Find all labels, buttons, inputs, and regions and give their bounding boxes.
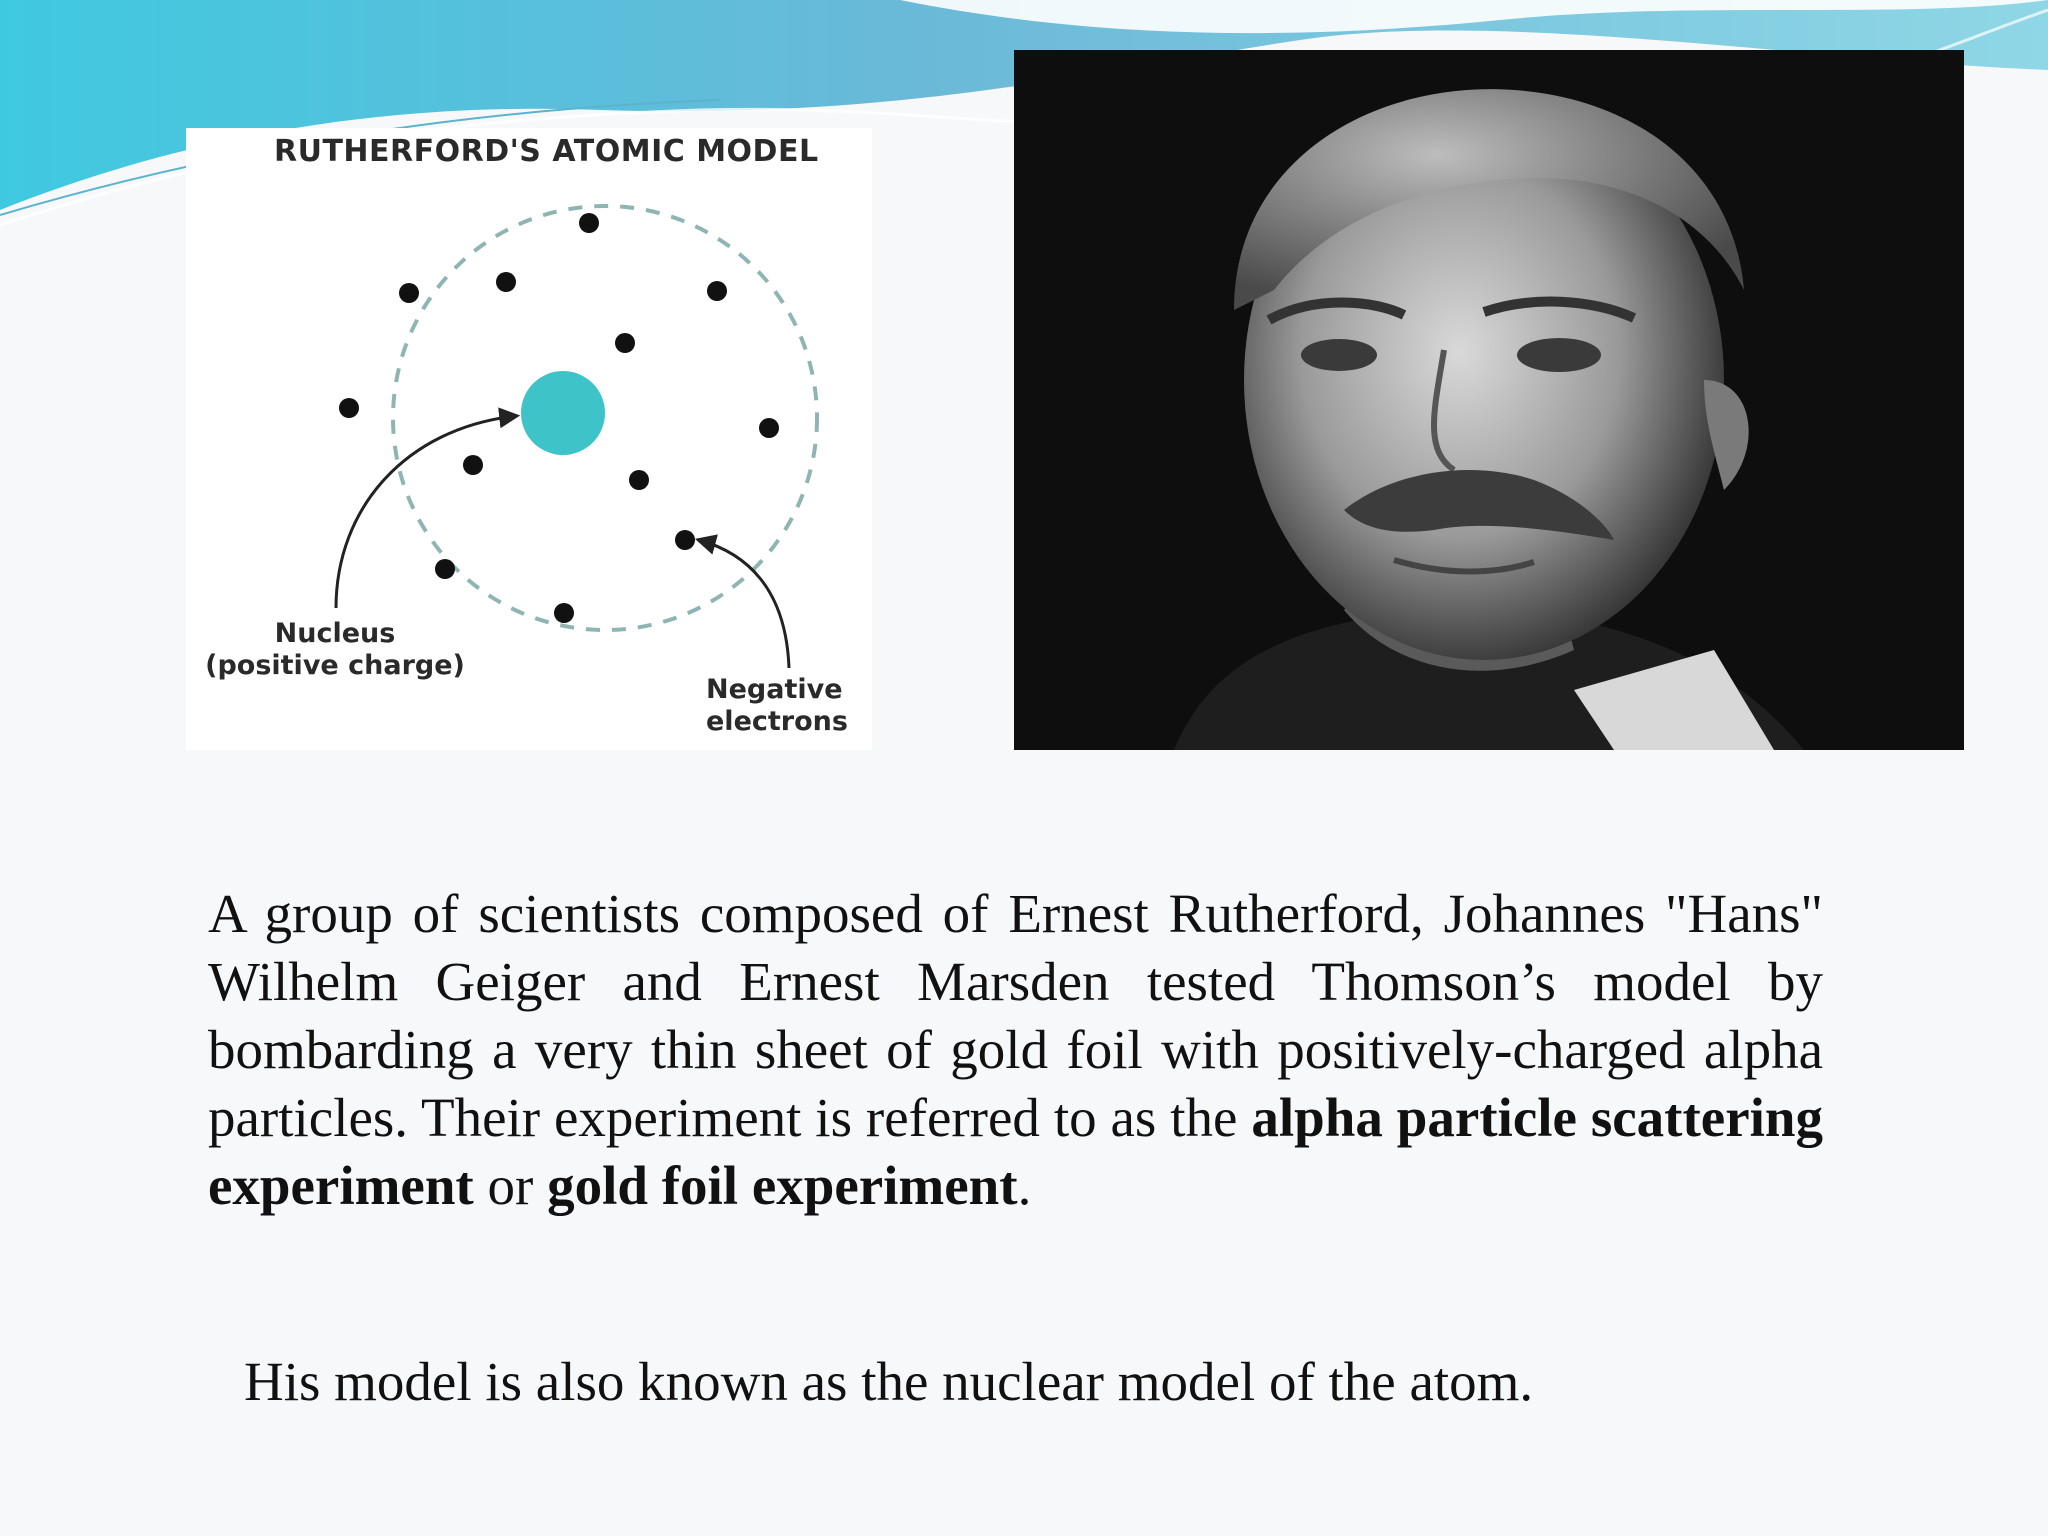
portrait-photo xyxy=(1014,50,1964,750)
paragraph-text-part2: or xyxy=(473,1155,548,1216)
main-paragraph xyxy=(208,880,1823,1220)
electron-dot xyxy=(554,603,574,623)
nuclear-model-note: His model is also known as the nuclear model of the atom. xyxy=(244,1351,1534,1412)
electron-dot xyxy=(615,333,635,353)
portrait-illustration xyxy=(1014,50,1964,750)
nucleus-arrow xyxy=(336,416,516,608)
electrons-label xyxy=(706,674,848,739)
electron-dot xyxy=(339,398,359,418)
electron-dot xyxy=(759,418,779,438)
electron-dot xyxy=(675,530,695,550)
diagram-title: RUTHERFORD'S ATOMIC MODEL xyxy=(274,134,819,169)
electron-dot xyxy=(435,559,455,579)
nucleus-label xyxy=(190,618,480,683)
nucleus-label-line1: Nucleus xyxy=(274,618,396,649)
electron-dot xyxy=(707,281,727,301)
electron-dot xyxy=(579,213,599,233)
electrons-label-line2: electrons xyxy=(706,706,848,738)
electron-dot xyxy=(629,470,649,490)
electron-dot xyxy=(463,455,483,475)
orbit-ring xyxy=(393,206,817,630)
paragraph-text-part1: A group of scientists composed of Ernest Rutherford, Johannes "Hans" Wilhelm Geiger and Ernest Marsden tested Thomson’s model by bombarding a very thin sheet of gold foil with positively-charged alpha particles. Their experiment is referred to as the xyxy=(208,883,1823,1148)
atomic-model-diagram xyxy=(186,128,872,750)
paragraph-text-part3: . xyxy=(1017,1155,1032,1216)
electron-dot xyxy=(496,272,516,292)
paragraph-bold-term-1: alpha particle scattering experiment xyxy=(208,1087,1823,1216)
paragraph-bold-term-2: gold foil experiment xyxy=(547,1155,1018,1216)
electrons-label-line1: Negative xyxy=(706,674,843,705)
electron-arrow xyxy=(699,540,789,668)
electron-dot xyxy=(399,283,419,303)
nucleus-label-line2: (positive charge) xyxy=(205,650,465,682)
nucleus-icon xyxy=(521,371,605,455)
